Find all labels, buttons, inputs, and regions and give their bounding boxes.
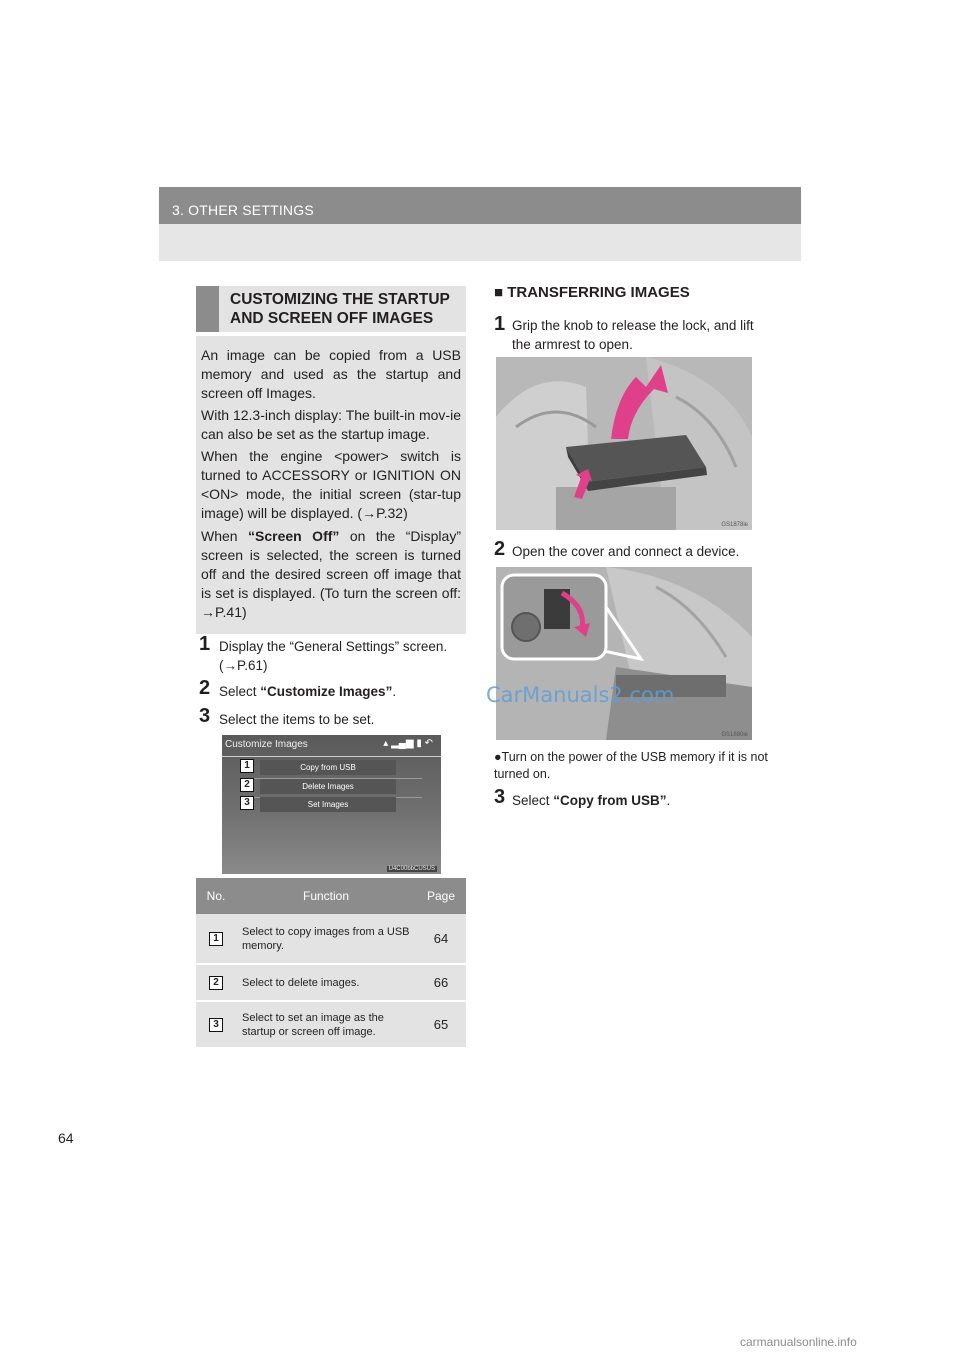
callout-1: 1 (240, 759, 254, 773)
screen-title: Customize Images (225, 739, 308, 750)
copy-from-usb-button[interactable]: Copy from USB (260, 760, 396, 775)
step-number: 1 (199, 633, 211, 655)
row-function: Select to set an image as the startup or screen off image. (236, 1001, 416, 1048)
intro-paragraph: When “Screen Off” on the “Display” screen is selected, the screen is turned off and the desired screen off image that is set is displayed. (To turn the screen off: →P.41) (201, 528, 461, 620)
page-number: 64 (58, 1130, 74, 1146)
intro-paragraph: An image can be copied from a USB memory and used as the startup and screen off Images. (201, 347, 461, 401)
table-row (196, 1001, 466, 1048)
image-code: GS1878ie (721, 522, 748, 528)
step-text: Open the cover and connect a device. (512, 544, 740, 559)
bullet-note: ●Turn on the power of the USB memory if it is not turned on. (494, 750, 768, 781)
row-function: Select to delete images. (236, 964, 416, 1001)
set-images-button[interactable]: Set Images (260, 797, 396, 812)
row-page: 66 (416, 964, 466, 1001)
row-function: Select to copy images from a USB memory. (236, 914, 416, 964)
table-row (196, 964, 466, 1001)
step-text: Select “Copy from USB”. (512, 793, 671, 808)
customize-images-screenshot (222, 735, 441, 874)
step-text: Grip the knob to release the lock, and lift the armrest to open. (512, 318, 754, 352)
intro-paragraph: With 12.3-inch display: The built-in mov-ie can also be set as the startup image. (201, 407, 461, 442)
row-page: 65 (416, 1001, 466, 1048)
callout-2: 2 (240, 778, 254, 792)
image-code: U4C00bbCUSUS (388, 866, 435, 872)
row-page: 64 (416, 914, 466, 964)
footer-watermark: carmanualsonline.info (740, 1335, 857, 1349)
row-number: 3 (209, 1018, 223, 1032)
step-text: Select the items to be set. (219, 712, 375, 727)
watermark: CarManuals2.com (486, 683, 675, 707)
step-number: 3 (494, 786, 506, 808)
intro-paragraph: When the engine <power> switch is turned to ACCESSORY or IGNITION ON <ON> mode, the initial screen (star-tup image) will be displayed. (→P.32) (201, 448, 461, 521)
step-number: 3 (199, 705, 211, 727)
usb-port-illustration (496, 567, 752, 740)
table-row (196, 914, 466, 964)
section-heading: CUSTOMIZING THE STARTUP AND SCREEN OFF IMAGES (230, 291, 450, 327)
function-table (196, 878, 466, 1049)
row-number: 1 (209, 932, 223, 946)
armrest-photo (496, 357, 752, 530)
step-number: 1 (494, 313, 506, 335)
delete-images-button[interactable]: Delete Images (260, 779, 396, 794)
col-page: Page (416, 878, 466, 914)
divider (222, 756, 441, 757)
section-title: 3. OTHER SETTINGS (172, 202, 314, 218)
step-text: Select “Customize Images”. (219, 684, 397, 699)
transferring-heading: ■ TRANSFERRING IMAGES (494, 284, 690, 301)
callout-3: 3 (240, 796, 254, 810)
status-icons: ▴ ▂▄▆ ▮ ↶ (383, 738, 433, 749)
table-header-row (196, 878, 466, 914)
heading-tab (196, 286, 219, 332)
step-number: 2 (494, 538, 506, 560)
row-number: 2 (209, 976, 223, 990)
image-code: GS1880ie (721, 732, 748, 738)
step-text: Display the “General Settings” screen. (→P.61) (219, 639, 448, 673)
header-band (159, 224, 801, 261)
step-number: 2 (199, 677, 211, 699)
col-function: Function (236, 878, 416, 914)
armrest-illustration (496, 357, 752, 530)
usb-port-photo (496, 567, 752, 740)
col-no: No. (196, 878, 236, 914)
